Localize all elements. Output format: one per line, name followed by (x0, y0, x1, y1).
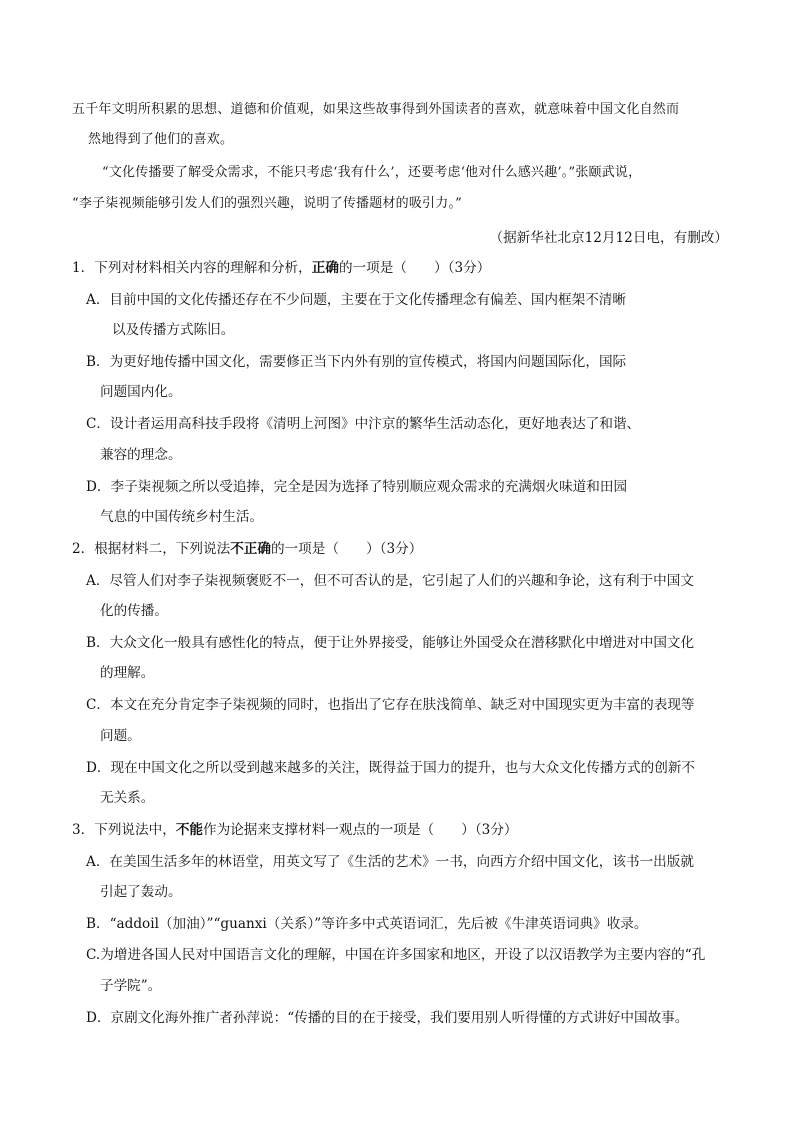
q1-option-a: A．目前中国的文化传播还存在不少问题，主要在于文化传播理念有偏差、国内框架不清晰 (86, 292, 626, 308)
q1-option-b: B．为更好地传播中国文化，需要修正当下内外有别的宣传模式，将国内问题国际化，国际 (86, 354, 627, 370)
question-stem-text: 的一项是（ ）（3分） (338, 260, 491, 276)
q1-option-d: D．李子柒视频之所以受追捧，完全是因为选择了特别顺应观众需求的充满烟火味道和田园 (86, 479, 628, 495)
question-stem-emphasis: 正确 (311, 260, 339, 276)
question-2-stem (72, 539, 422, 559)
q3-option-a: A．在美国生活多年的林语堂，用英文写了《生活的艺术》一书，向西方介绍中国文化，该书一出版就 (86, 854, 694, 870)
question-stem-text: 作为论据来支撑材料一观点的一项是（ ）（3分） (203, 822, 518, 838)
passage-line: 五千年文明所积累的思想、道德和价值观，如果这些故事得到外国读者的喜欢，就意味着中国文化自然而 (72, 102, 680, 117)
q1-option-d-cont: 气息的中国传统乡村生活。 (100, 509, 264, 525)
q3-option-c: C.为增进各国人民对中国语言文化的理解，中国在许多国家和地区，开设了以汉语教学为主要内容的“孔 (86, 947, 706, 963)
passage-source: （据新华社北京12月12日电，有删改） (489, 230, 728, 246)
q2-option-c: C．本文在充分肯定李子柒视频的同时，也指出了它存在肤浅简单、缺乏对中国现实更为丰富的表现等 (86, 697, 695, 713)
q2-option-b-cont: 的理解。 (100, 665, 155, 681)
q1-option-c-cont: 兼容的理念。 (100, 447, 182, 463)
q2-option-b: B．大众文化一般具有感性化的特点，便于让外界接受，能够让外国受众在潜移默化中增进对中国文化 (86, 635, 695, 651)
question-stem-text: 1．下列对材料相关内容的理解和分析， (72, 260, 312, 276)
passage-line: “文化传播要了解受众需求，不能只考虑‘我有什么’，还要考虑‘他对什么感兴趣’。”张颐武说， (102, 165, 642, 180)
question-stem-text: 2．根据材料二，下列说法 (72, 541, 231, 557)
q2-option-d: D．现在中国文化之所以受到越来越多的关注，既得益于国力的提升，也与大众文化传播方式的创新不 (86, 760, 696, 776)
q3-option-b: B．“addoil（加油）”“guanxi（关系）”等许多中式英语词汇，先后被《牛津英语词典》收录。 (86, 916, 648, 932)
q1-option-b-cont: 问题国内化。 (100, 384, 182, 400)
q3-option-d: D．京剧文化海外推广者孙萍说：“传播的目的在于接受，我们要用别人听得懂的方式讲好中国故事。 (86, 1010, 689, 1026)
question-3-stem (72, 820, 518, 840)
q1-option-c: C．设计者运用高科技手段将《清明上河图》中汴京的繁华生活动态化，更好地表达了和谐、 (86, 416, 641, 432)
q1-option-a-cont: 以及传播方式陈旧。 (112, 322, 235, 338)
question-stem-emphasis: 不正确 (230, 541, 271, 557)
q2-option-a-cont: 化的传播。 (100, 603, 168, 619)
question-stem-text: 的一项是（ ）（3分） (270, 541, 423, 557)
question-stem-emphasis: 不能 (175, 822, 203, 838)
question-stem-text: 3．下列说法中， (72, 822, 176, 838)
q2-option-a: A．尽管人们对李子柒视频褒贬不一，但不可否认的是，它引起了人们的兴趣和争论，这有利于中国文 (86, 573, 694, 589)
q2-option-d-cont: 无关系。 (100, 790, 155, 806)
question-1-stem (72, 258, 490, 278)
q3-option-a-cont: 引起了轰动。 (100, 884, 182, 900)
q3-option-c-cont: 子学院”。 (100, 978, 162, 994)
passage-line: 然地得到了他们的喜欢。 (88, 132, 234, 147)
passage-line: “李子柒视频能够引发人们的强烈兴趣，说明了传播题材的吸引力。” (72, 196, 462, 211)
q2-option-c-cont: 问题。 (100, 728, 141, 744)
